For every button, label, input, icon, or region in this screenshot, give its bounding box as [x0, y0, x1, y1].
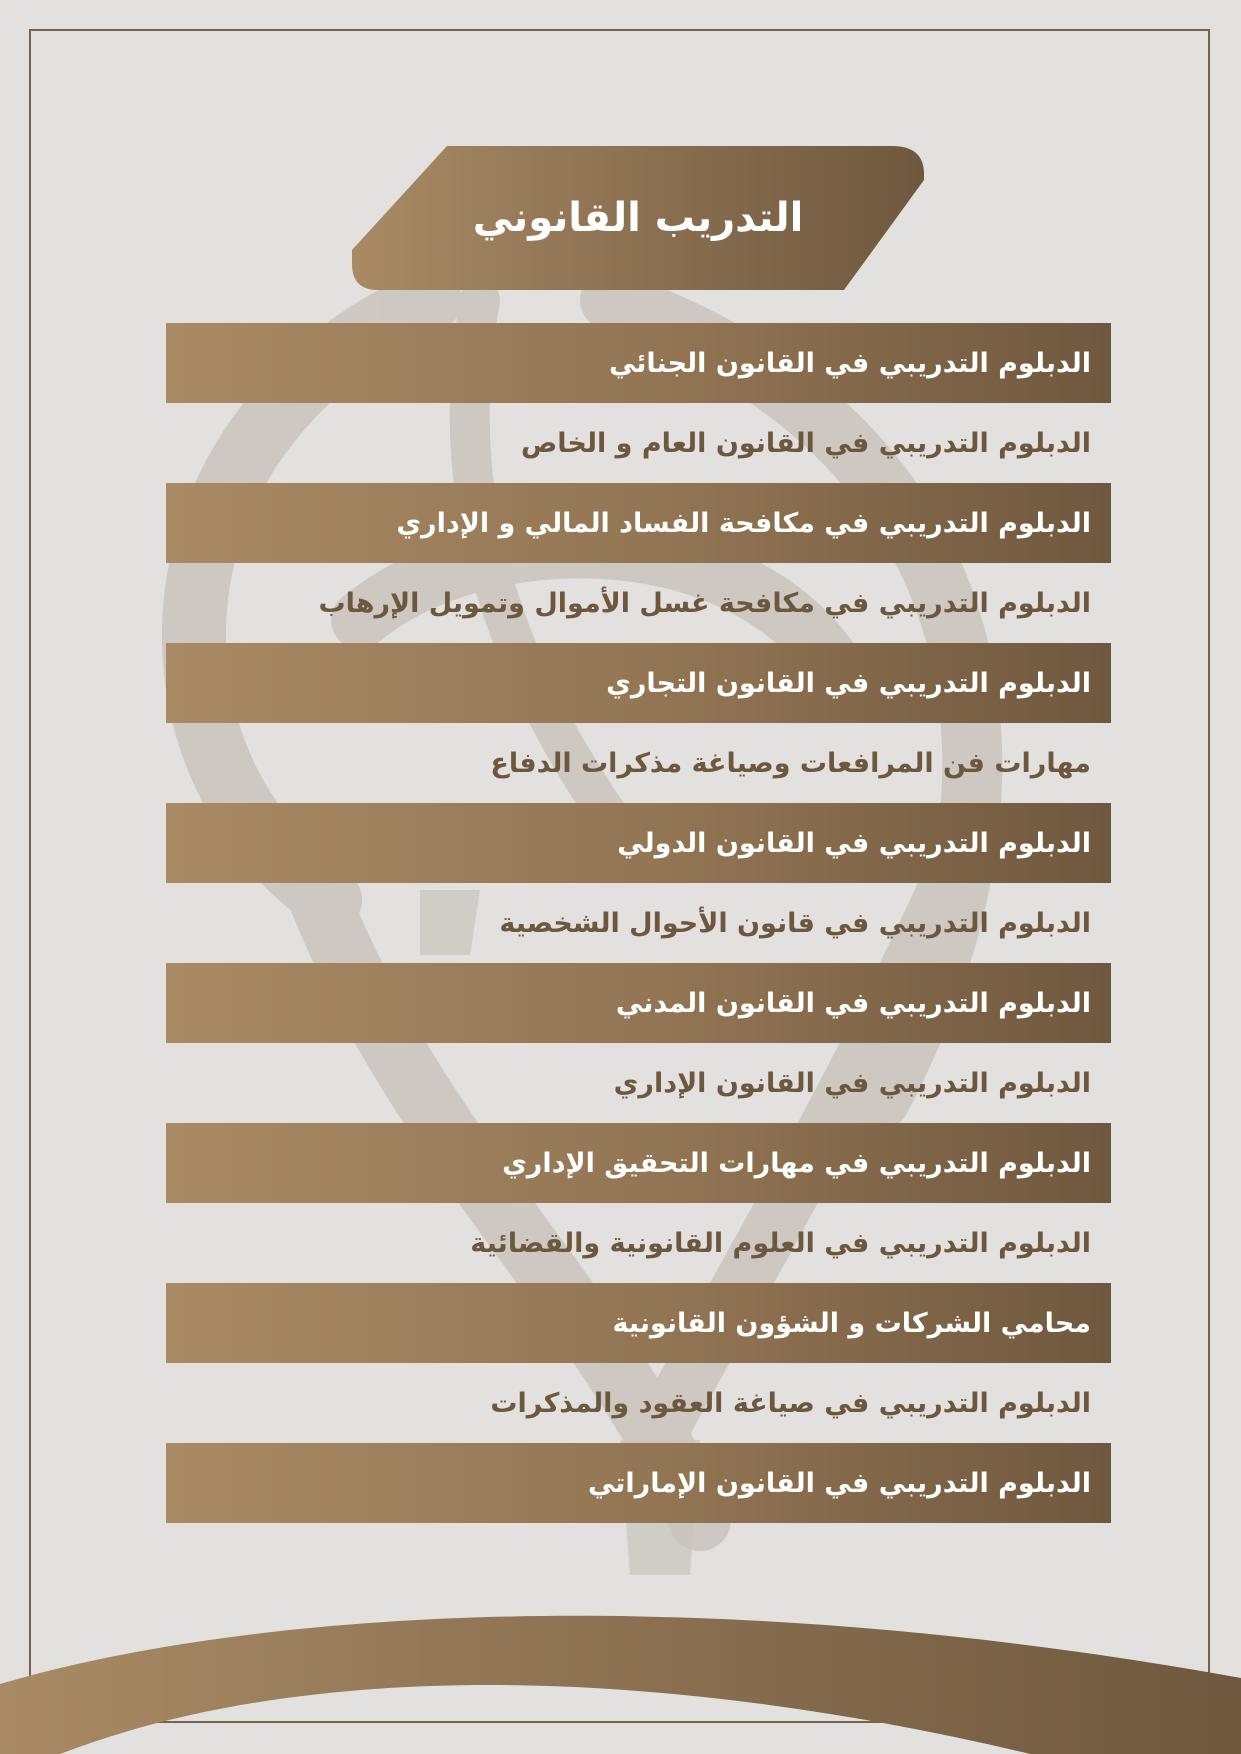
course-item: الدبلوم التدريبي في مكافحة غسل الأموال وتمويل الإرهاب: [318, 587, 1091, 619]
course-item: الدبلوم التدريبي في مكافحة الفساد المالي و الإداري: [166, 483, 1111, 563]
course-item: الدبلوم التدريبي في صياغة العقود والمذكرات: [490, 1387, 1091, 1419]
course-item: الدبلوم التدريبي في القانون التجاري: [166, 643, 1111, 723]
course-item: الدبلوم التدريبي في العلوم القانونية والقضائية: [470, 1227, 1091, 1259]
course-item: الدبلوم التدريبي في القانون الدولي: [166, 803, 1111, 883]
course-item: الدبلوم التدريبي في قانون الأحوال الشخصية: [499, 907, 1091, 939]
course-item: الدبلوم التدريبي في القانون الإداري: [613, 1067, 1091, 1099]
course-item: محامي الشركات و الشؤون القانونية: [166, 1283, 1111, 1363]
course-item: الدبلوم التدريبي في القانون المدني: [166, 963, 1111, 1043]
course-item: الدبلوم التدريبي في القانون الإماراتي: [166, 1443, 1111, 1523]
course-item: مهارات فن المرافعات وصياغة مذكرات الدفاع: [490, 747, 1091, 779]
course-item: الدبلوم التدريبي في القانون العام و الخاص: [520, 427, 1091, 459]
page-title: التدريب القانوني: [472, 195, 804, 241]
course-list: [166, 323, 1111, 1523]
course-item: الدبلوم التدريبي في القانون الجنائي: [166, 323, 1111, 403]
course-item: الدبلوم التدريبي في مهارات التحقيق الإداري: [166, 1123, 1111, 1203]
